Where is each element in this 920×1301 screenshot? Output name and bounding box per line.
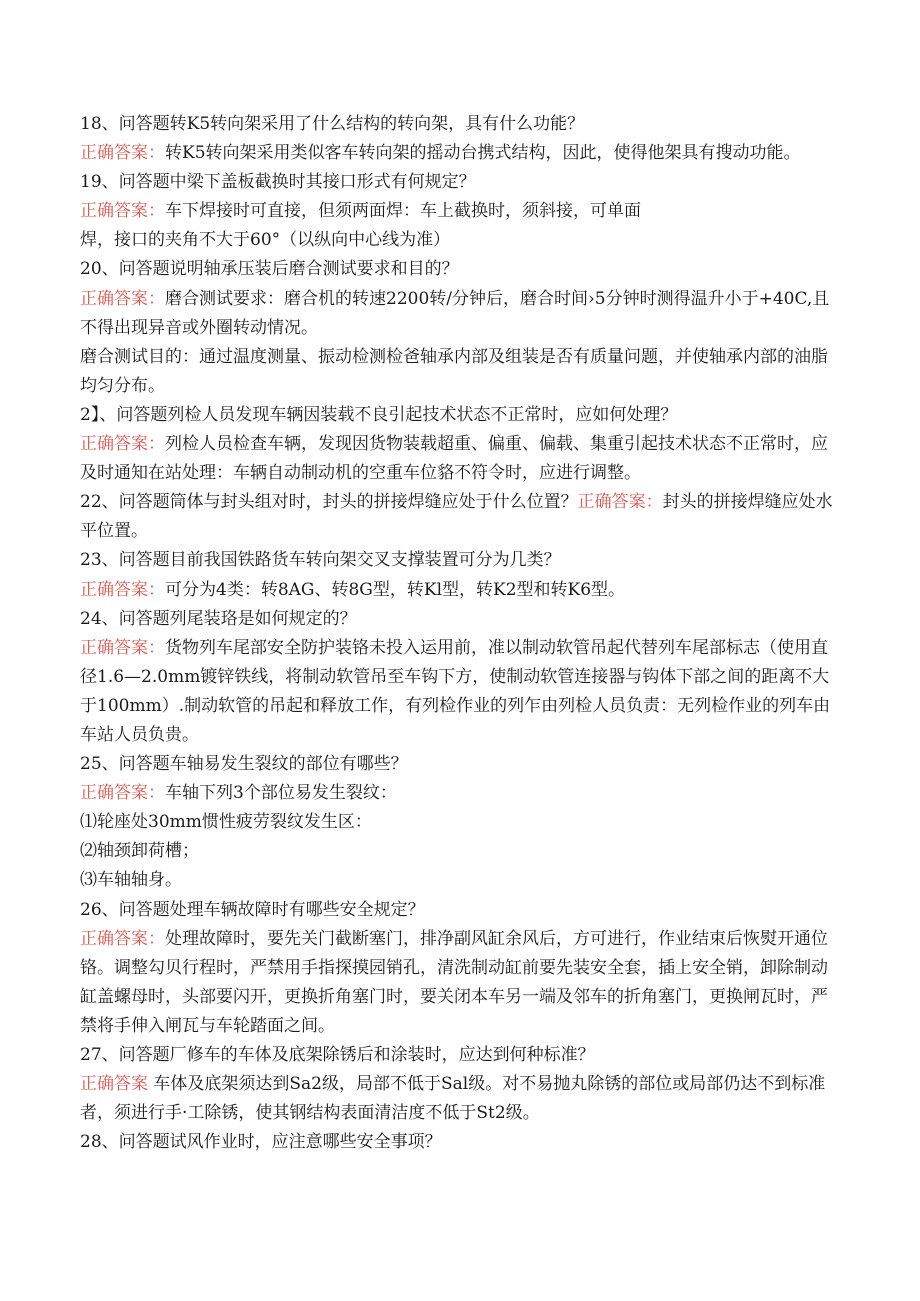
answer-text: 车下焊接时可直接，但须两面焊：车上截换时，须斜接，可单面 xyxy=(165,201,641,222)
answer-line xyxy=(80,634,840,750)
answer-line xyxy=(80,1070,840,1128)
question-text: 23、问答题目前我国铁路货车转向架交叉支撑装置可分为几类？ xyxy=(80,550,561,571)
answer-line xyxy=(80,576,840,605)
qa-item-26 xyxy=(80,896,840,1041)
answer-text: 处理故障时，要先关门截断塞门，排净副风缸余风后，方可进行，作业结束后恢熨开通位铬。调整勾贝行程时，严禁用手指探摸园销孔，清洗制动缸前要先装安全套，插上安全销，卸除制动缸盖螺母时，头部要闪开，更换折角塞门时，要关闭本车另一端及邻车的折角塞门，更换闸瓦时，严禁将手伸入闸瓦与车轮踏面之间。 xyxy=(80,928,828,1036)
answer-label: 正确答案： xyxy=(80,434,165,455)
answer-label: 正确答案： xyxy=(80,288,165,309)
answer-continuation: 焊，接口的夹角不大于60°（以纵向中心线为准） xyxy=(80,230,451,251)
question-text: 2】、问答题列检人员发现车辆因装载不良引起技术状态不正常时，应如何处理？ xyxy=(80,404,678,425)
qa-item-18 xyxy=(80,110,840,168)
answer-line xyxy=(80,779,840,808)
question-text: 24、问答题列尾装珞是如何规定的？ xyxy=(80,608,357,629)
answer-text: 封头的拼接焊缝应处水平位置。 xyxy=(80,492,833,542)
answer-label: 正确答案： xyxy=(577,492,663,513)
qa-item-27 xyxy=(80,1041,840,1128)
answer-line xyxy=(80,197,840,226)
answer-line xyxy=(80,925,840,1041)
answer-text: 车体及底架须达到Sa2级，局部不低于Sal级。对不易抛丸除锈的部位或局部仍达不到标准者，须进行手·工除锈，使其钢结构表面清洁度不低于St2级。 xyxy=(80,1074,826,1124)
question-text: 27、问答题厂修车的车体及底架除锈后和涂装时，应达到何种标准？ xyxy=(80,1045,595,1065)
answer-text: 转K5转向架采用类似客车转向架的摇动台携式结构，因此，使得他架具有搜动功能。 xyxy=(165,143,801,164)
answer-list-item: ⑴轮座处30mm惯性疲劳裂纹发生区： xyxy=(80,812,372,833)
answer-text: 可分为4类：转8AG、转8G型，转Kl型，转K2型和转K6型。 xyxy=(165,579,626,600)
qa-item-20 xyxy=(80,255,840,400)
qa-item-24 xyxy=(80,605,840,750)
answer-label: 正确答案： xyxy=(80,783,165,804)
answer-text: 货物列车尾部安全防护装铬未投入运用前，准以制动软管吊起代替列车尾部标志（使用直径1.6—2.0mm镀锌铁线，将制动软管吊至车钩下方，使制动软管连接器与钩体下部之间的距离不大于100mm）.制动软管的吊起和释放工作，有列检作业的列乍由列检人员负责：无列检作业的列车由车站人员负贵。 xyxy=(80,637,831,745)
answer-line xyxy=(80,285,840,343)
question-text: 19、问答题中梁下盖板截换时其接口形式有何规定？ xyxy=(80,172,476,193)
question-text: 28、问答题试风作业时，应注意哪些安全事项？ xyxy=(80,1132,442,1153)
qa-item-28 xyxy=(80,1128,840,1157)
answer-line xyxy=(80,430,840,488)
question-text: 26、问答题处理车辆故障时有哪些安全规定？ xyxy=(80,899,425,920)
qa-item-23 xyxy=(80,546,840,604)
answer-line xyxy=(80,139,840,168)
answer-text: 磨合测试要求：磨合机的转速2200转/分钟后，磨合时间›5分钟时测得温升小于+40C,且不得出现异音或外圈转动情况。 xyxy=(80,288,830,338)
document-page xyxy=(80,110,840,1157)
qa-item-19 xyxy=(80,168,840,255)
qa-item-21 xyxy=(80,401,840,488)
answer-label: 正确答案： xyxy=(80,579,165,600)
answer-text: 车轴下列3个部位易发生裂纹： xyxy=(165,783,397,804)
question-text: 20、问答题说明轴承压装后磨合测试要求和目的？ xyxy=(80,259,459,280)
question-text: 22、问答题筒体与封头组对时，封头的拼接焊缝应处于什么位置？ xyxy=(80,492,578,513)
answer-label: 正确答案： xyxy=(80,143,165,164)
answer-list-item: ⑶车轴轴身。 xyxy=(80,870,182,891)
answer-label: 正确答案 xyxy=(80,1074,148,1095)
answer-text: 列检人员检查车辆，发现因货物装载超重、偏重、偏载、集重引起技术状态不正常时，应及时通知在站处理：车辆自动制动机的空重车位貉不符令时，应进行调整。 xyxy=(80,434,828,484)
question-text: 25、问答题车轴易发生裂纹的部位有哪些？ xyxy=(80,754,408,775)
qa-item-22 xyxy=(80,488,840,546)
answer-continuation: 磨合测试目的：通过温度测量、振动检测检爸轴承内部及组装是否有质量问题，并使轴承内部的油脂均匀分布。 xyxy=(80,346,828,396)
answer-label: 正确答案： xyxy=(80,201,165,222)
answer-label: 正确答案： xyxy=(80,928,165,949)
qa-item-25 xyxy=(80,750,840,895)
question-text: 18、问答题转K5转向架采用了什么结构的转向架，具有什么功能？ xyxy=(80,114,585,134)
answer-list-item: ⑵轴颈卸荷槽； xyxy=(80,841,199,862)
question-answer-line xyxy=(80,488,840,546)
answer-label: 正确答案： xyxy=(80,637,165,658)
